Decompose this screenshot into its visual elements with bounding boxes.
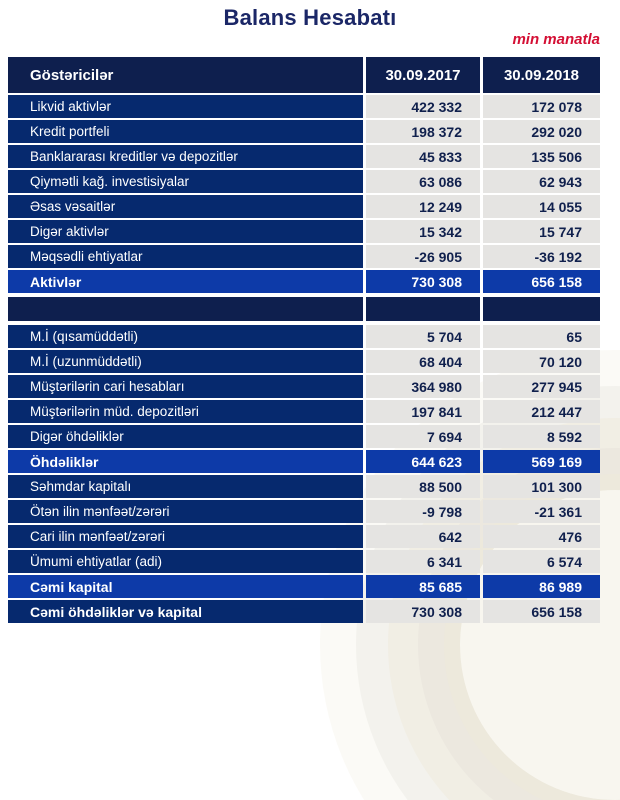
value-2018: 86 989 xyxy=(483,575,600,598)
row-label: Cəmi öhdəliklər və kapital xyxy=(8,600,363,623)
page-title: Balans Hesabatı xyxy=(223,5,397,30)
value-2017: 15 342 xyxy=(366,220,480,243)
row-label: Digər aktivlər xyxy=(8,220,363,243)
table-row xyxy=(8,400,600,423)
table-row xyxy=(8,500,600,523)
table-row xyxy=(8,475,600,498)
value-2018: 70 120 xyxy=(483,350,600,373)
row-label: M.İ (uzunmüddətli) xyxy=(8,350,363,373)
table-row xyxy=(8,450,600,473)
value-2017: 642 xyxy=(366,525,480,548)
table-row xyxy=(8,145,600,168)
value-2017: 5 704 xyxy=(366,325,480,348)
row-label: Müştərilərin cari hesabları xyxy=(8,375,363,398)
value-2018: 6 574 xyxy=(483,550,600,573)
row-label: M.İ (qısamüddətli) xyxy=(8,325,363,348)
value-2017: 12 249 xyxy=(366,195,480,218)
value-2018: 476 xyxy=(483,525,600,548)
value-2017: 644 623 xyxy=(366,450,480,473)
balance-sheet-table xyxy=(8,57,600,623)
value-2017: 422 332 xyxy=(366,95,480,118)
value-2017: 63 086 xyxy=(366,170,480,193)
value-2018: 101 300 xyxy=(483,475,600,498)
table-row xyxy=(8,600,600,623)
row-label: Öhdəliklər xyxy=(8,450,363,473)
value-2017: 197 841 xyxy=(366,400,480,423)
value-2018: 14 055 xyxy=(483,195,600,218)
table-row xyxy=(8,120,600,143)
table-row xyxy=(8,245,600,268)
value-2017 xyxy=(366,297,480,321)
value-2018: 656 158 xyxy=(483,600,600,623)
value-2017: 6 341 xyxy=(366,550,480,573)
value-2017: 730 308 xyxy=(366,270,480,293)
header-date-2018: 30.09.2018 xyxy=(483,57,600,93)
table-row xyxy=(8,325,600,348)
row-label: Müştərilərin müd. depozitləri xyxy=(8,400,363,423)
value-2018: 172 078 xyxy=(483,95,600,118)
table-row xyxy=(8,95,600,118)
table-row xyxy=(8,270,600,293)
row-label: Aktivlər xyxy=(8,270,363,293)
spacer-row xyxy=(8,297,600,321)
table-row xyxy=(8,350,600,373)
value-2017: 364 980 xyxy=(366,375,480,398)
row-label: Cari ilin mənfəət/zərəri xyxy=(8,525,363,548)
value-2018: 62 943 xyxy=(483,170,600,193)
table-header-row xyxy=(8,57,600,93)
row-label: Məqsədli ehtiyatlar xyxy=(8,245,363,268)
value-2017: 88 500 xyxy=(366,475,480,498)
value-2018: 65 xyxy=(483,325,600,348)
value-2018: -21 361 xyxy=(483,500,600,523)
value-2018: 135 506 xyxy=(483,145,600,168)
unit-note: min manatla xyxy=(512,31,600,48)
row-label: Qiymətli kağ. investisiyalar xyxy=(8,170,363,193)
row-label: Banklararası kreditlər və depozitlər xyxy=(8,145,363,168)
row-label: Əsas vəsaitlər xyxy=(8,195,363,218)
value-2017: 85 685 xyxy=(366,575,480,598)
row-label: Likvid aktivlər xyxy=(8,95,363,118)
table-row xyxy=(8,425,600,448)
value-2018: 292 020 xyxy=(483,120,600,143)
value-2017: -9 798 xyxy=(366,500,480,523)
value-2018: 656 158 xyxy=(483,270,600,293)
table-row xyxy=(8,220,600,243)
row-label: Cəmi kapital xyxy=(8,575,363,598)
table-row xyxy=(8,550,600,573)
value-2018: 8 592 xyxy=(483,425,600,448)
row-label: Ötən ilin mənfəət/zərəri xyxy=(8,500,363,523)
value-2018 xyxy=(483,297,600,321)
value-2018: 15 747 xyxy=(483,220,600,243)
row-label: Ümumi ehtiyatlar (adi) xyxy=(8,550,363,573)
value-2017: 7 694 xyxy=(366,425,480,448)
row-label xyxy=(8,297,363,321)
value-2017: 198 372 xyxy=(366,120,480,143)
table-row xyxy=(8,525,600,548)
table-row xyxy=(8,575,600,598)
table-row xyxy=(8,170,600,193)
value-2018: 212 447 xyxy=(483,400,600,423)
row-label: Səhmdar kapitalı xyxy=(8,475,363,498)
header-indicators: Göstəricilər xyxy=(8,57,363,93)
value-2017: 45 833 xyxy=(366,145,480,168)
row-label: Digər öhdəliklər xyxy=(8,425,363,448)
value-2018: 569 169 xyxy=(483,450,600,473)
value-2017: -26 905 xyxy=(366,245,480,268)
table-row xyxy=(8,375,600,398)
value-2018: -36 192 xyxy=(483,245,600,268)
value-2018: 277 945 xyxy=(483,375,600,398)
row-label: Kredit portfeli xyxy=(8,120,363,143)
header-date-2017: 30.09.2017 xyxy=(366,57,480,93)
value-2017: 68 404 xyxy=(366,350,480,373)
value-2017: 730 308 xyxy=(366,600,480,623)
table-row xyxy=(8,195,600,218)
